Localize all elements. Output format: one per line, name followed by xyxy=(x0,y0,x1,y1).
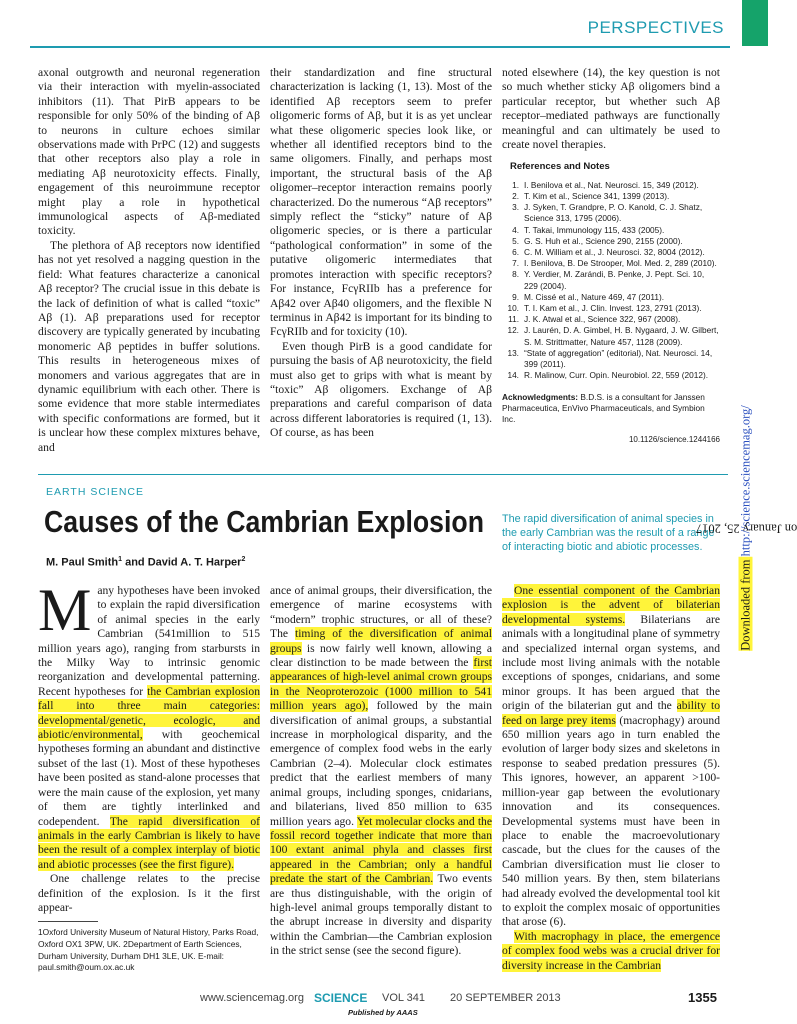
reference-number: 1. xyxy=(512,179,519,190)
doi: 10.1126/science.1244166 xyxy=(628,435,720,445)
footer-journal-name: SCIENCE xyxy=(314,991,368,1005)
reference-text: I. Benilova, B. De Strooper, Mol. Med. 2, 289 (2010). xyxy=(524,258,717,269)
notice-suffix: on January 25, 2017 xyxy=(695,521,797,536)
prev-article-column-1 xyxy=(38,66,260,455)
highlighted-text: ability to feed on large prey items xyxy=(502,699,720,727)
footer-date: 20 SEPTEMBER 2013 xyxy=(450,992,561,1004)
highlighted-text: The rapid diversification of animals in the early Cambrian is likely to have been the result of a complex interplay of biotic and abiotic processes (see the first figure). xyxy=(38,814,260,871)
reference-item xyxy=(502,370,720,381)
acknowledgments xyxy=(502,392,720,426)
highlighted-text: One essential component of the Cambrian explosion is the advent of bilaterian developmental systems. xyxy=(502,584,720,626)
footer-volume: VOL 341 xyxy=(382,992,426,1004)
reference-number: 6. xyxy=(512,247,519,258)
reference-text: T. I. Kam et al., J. Clin. Invest. 123, 2791 (2013). xyxy=(524,303,702,314)
paragraph: their standardization and fine structural characterization is lacking (1, 13). Most of the identified Aβ receptors seem to prefer oligomeric forms of Aβ, but it is as yet unclear what these oligomeric species look like, or whether all identified receptors bind to the same oligomers. Finally, and perhaps most important, the structural basis of the Aβ oligomer–receptor interaction remains poorly characterized. Do the numerous “Aβ receptors” simply reflect the “sticky” nature of Aβ oligomeric species, or is there a particular “pathological conformation” in some of the putative oligomeric intermediates that promotes interaction with specific receptors? For instance, FcγRIIb has a preference for Aβ42 over Aβ40 oligomers, and the flexible N terminus in Aβ42 is important for its binding to FcγRIIb and for toxicity (10). xyxy=(270,66,492,339)
header-rule xyxy=(30,46,730,48)
reference-text: G. S. Huh et al., Science 290, 2155 (2000). xyxy=(524,235,683,246)
highlighted-text: With macrophagy in place, the emergence of complex food webs was a crucial driver for diversity increase in the Cambrian xyxy=(502,929,720,972)
reference-number: 5. xyxy=(512,235,519,246)
author-name: M. Paul Smith xyxy=(46,556,119,569)
text-run: (macrophagy) around 650 million years ago in turn enabled the evolution of larger body sizes and skeletons in response to seabed predation pressures (5). This ignores, however, an apparent >100-million-year gap between the evolutionary innovation and its consequences. Developmental systems must have been in place to enable the macroevolutionary cascade, but the clues for the causes of the Cambrian diversification must lie closer to 540 million years. By then, stem bilaterians had already evolved the developmental tool kit to exploit the complex mosaic of opportunities that arose (6). xyxy=(502,713,720,929)
paragraph xyxy=(502,584,720,930)
affiliation-rule xyxy=(38,921,98,922)
article-column-2 xyxy=(270,584,492,959)
references-list xyxy=(502,180,720,382)
reference-number: 11. xyxy=(508,314,519,325)
reference-text: J. K. Atwal et al., Science 322, 967 (2008). xyxy=(524,314,681,325)
page-number: 1355 xyxy=(688,990,717,1005)
affiliation-marker: 1 xyxy=(118,556,123,563)
paragraph: Even though PirB is a good candidate for pursuing the basis of Aβ neurotoxicity, the field must also get to grips with what is meant by “toxic” Aβ oligomers. Exchange of Aβ preparations and careful comparison of data across different laboratories is required (1, 13). Of course, as has been xyxy=(270,339,492,440)
reference-text: R. Malinow, Curr. Opin. Neurobiol. 22, 559 (2012). xyxy=(524,370,709,381)
highlighted-text: the Cambrian explosion fall into three main categories: developmental/genetic, ecologic, and abiotic/environmental, xyxy=(38,684,260,742)
text-run: with geochemical hypotheses forming an abundant and distinctive subset of the last (1). Most of these hypotheses have been posited as stand-alone processes that were the main cause of the explosion, yet many of them are tightly interlinked and codependent. xyxy=(38,728,260,828)
text-run: followed by the main diversification of animal groups, a substantial increase in morphological disparity, and the emergence of complex food webs in the early Cambrian (2–4). Molecular clock estimates predict that the earliest members of many animal groups, including sponges, cnidarians, and bilaterians, lived 850 million to 635 million years ago. xyxy=(270,699,492,828)
reference-item xyxy=(502,314,720,325)
acknowledgments-label: Acknowledgments: xyxy=(502,391,579,402)
reference-item xyxy=(502,202,720,224)
reference-item xyxy=(502,292,720,303)
text-run: is now fairly well known, allowing a clear distinction to be made between the xyxy=(270,641,492,670)
download-notice xyxy=(695,318,797,738)
reference-item xyxy=(502,303,720,314)
footer-website: www.sciencemag.org xyxy=(200,992,304,1004)
prev-article-column-2 xyxy=(270,66,492,441)
affiliation-marker: 2 xyxy=(241,556,246,563)
reference-number: 9. xyxy=(512,291,519,302)
prev-article-column-3 xyxy=(502,66,720,448)
reference-item xyxy=(502,348,720,370)
drop-cap: M xyxy=(38,577,92,643)
reference-text: “State of aggregation” (editorial), Nat. Neurosci. 14, 399 (2011). xyxy=(524,347,713,370)
download-notice-text xyxy=(695,405,797,651)
paragraph xyxy=(270,584,492,959)
paragraph xyxy=(502,930,720,973)
paragraph xyxy=(38,577,260,872)
paragraph: axonal outgrowth and neuronal regeneration via their interaction with myelin-associated inhibitors (11). That PirB appears to be responsible for only 50% of the binding of Aβ to neurons in culture echoes similar observations made with PrPC (12) and suggests that other receptors also play a role in mediating Aβ neurotoxicity effects. Finally, engagement of this neuroimmune receptor might play a role in hypothetical immunological aspects of Aβ-mediated toxicity. xyxy=(38,66,260,238)
reference-text: I. Benilova et al., Nat. Neurosci. 15, 349 (2012). xyxy=(524,179,699,190)
highlighted-text: timing of the diversification of animal groups xyxy=(270,627,492,655)
reference-number: 8. xyxy=(512,269,519,280)
reference-text: M. Cissé et al., Nature 469, 47 (2011). xyxy=(524,291,665,302)
reference-number: 13. xyxy=(507,347,519,358)
text-run: Bilaterians are animals with a longitudinal plane of symmetry and specialized internal organ systems, and include most living animals with the notable exceptions of sponges, cnidarians, and some minor groups. It has been argued that the origin of the bilaterian gut and the xyxy=(502,612,720,713)
acknowledgments-text: B.D.S. is a consultant for Janssen Pharmaceutica, EnVivo Pharmaceuticals, and Symbion Inc. xyxy=(502,391,705,424)
reference-text: J. Laurén, D. A. Gimbel, H. B. Nygaard, J. W. Gilbert, S. M. Strittmatter, Nature 457, 1128 (2009). xyxy=(524,325,719,347)
reference-number: 4. xyxy=(512,224,519,235)
text-run: ance of animal groups, their diversification, the emergence of marine ecosystems with “modern” trophic structures, or all of these? The xyxy=(270,584,492,641)
reference-number: 12. xyxy=(507,325,519,336)
reference-item xyxy=(502,325,720,347)
article-standfirst: The rapid diversification of animal species in the early Cambrian was the result of a range of interacting biotic and abiotic processes. xyxy=(502,513,715,553)
reference-item xyxy=(502,236,720,247)
reference-text: T. Kim et al., Science 341, 1399 (2013). xyxy=(524,191,670,202)
paragraph: The plethora of Aβ receptors now identified has not yet resolved a nagging question in the field: What features characterize a canonical Aβ receptor? The crucial issue in this debate is the lack of definition of what is called “toxic” Aβ (1). Aβ preparations used for receptor discovery are typically generated by incubating monomeric Aβ peptides in buffer solutions. This results in heterogeneous mixes of monomers and various aggregates that are in dynamic equilibrium with each other. There is some evidence that more stable intermediates with specific conformations are formed, but it is unclear how these complex mixtures behave, and xyxy=(38,238,260,454)
author-name: and David A. T. Harper xyxy=(122,556,242,569)
reference-text: T. Takai, Immunology 115, 433 (2005). xyxy=(524,224,665,235)
reference-text: J. Syken, T. Grandpre, P. O. Kanold, C. J. Shatz, Science 313, 1795 (2006). xyxy=(524,202,703,224)
article-column-3 xyxy=(502,584,720,973)
page-footer xyxy=(0,992,768,1022)
section-header: PERSPECTIVES xyxy=(587,18,724,37)
reference-item xyxy=(502,258,720,269)
author-affiliations: 1Oxford University Museum of Natural History, Parks Road, Oxford OX1 3PW, UK. 2Department of Earth Sciences, Durham University, Durham DH1 3LE, UK. E-mail: paul.smith@oum.ox.ac.uk xyxy=(38,927,259,973)
reference-text: C. M. William et al., J. Neurosci. 32, 8004 (2012). xyxy=(524,247,705,258)
section-divider xyxy=(38,474,728,475)
article-title: Causes of the Cambrian Explosion xyxy=(44,504,484,539)
article-section-label: EARTH SCIENCE xyxy=(46,486,144,498)
references-heading: References and Notes xyxy=(510,161,610,173)
reference-number: 3. xyxy=(512,202,519,213)
reference-number: 14. xyxy=(507,370,519,381)
article-column-1 xyxy=(38,577,260,974)
article-authors xyxy=(46,556,245,569)
reference-number: 10. xyxy=(507,303,519,314)
reference-item xyxy=(502,180,720,191)
paragraph: One challenge relates to the precise definition of the explosion. Is it the first appear- xyxy=(38,872,260,914)
text-run: Two events are thus distinguishable, with the origin of high-level animal groups temporally distant to the abrupt increase in diversity and disparity within the Cambrian—the Cambrian explosion in the strict sense (see the second figure). xyxy=(270,872,492,958)
reference-number: 2. xyxy=(512,191,519,202)
highlighted-text: Yet molecular clocks and the fossil record together indicate that more than 100 extant animal phyla and classes first appeared in the Cambrian; only a handful predate the start of the Cambrian. xyxy=(270,814,492,886)
reference-item xyxy=(502,247,720,258)
highlighted-text: first appearances of high-level animal crown groups in the Neoproterozoic (1000 million to 541 million years ago), xyxy=(270,656,492,713)
paragraph: noted elsewhere (14), the key question is not so much whether sticky Aβ oligomers bind a particular receptor, but whether such Aβ receptor–mediated pathways are functionally meaningful and can ultimately be used to create novel therapies. xyxy=(502,66,720,152)
reference-item xyxy=(502,191,720,202)
reference-item xyxy=(502,225,720,236)
footer-publisher: Published by AAAS xyxy=(348,1008,418,1017)
source-link[interactable]: http://science.sciencemag.org/ xyxy=(738,405,753,557)
text-run: any hypotheses have been invoked to explain the rapid diversification of animal species in the early Cambrian (541million to 515 million years ago), ranging from starbursts in the Milky Way to intrinsic genomic reorganization and developmental patterning. Recent hypotheses for xyxy=(38,584,260,698)
reference-number: 7. xyxy=(512,258,519,269)
reference-text: Y. Verdier, M. Zarándi, B. Penke, J. Pept. Sci. 10, 229 (2004). xyxy=(524,269,705,291)
section-tab-marker xyxy=(742,0,768,46)
notice-prefix: Downloaded from xyxy=(738,556,753,651)
reference-item xyxy=(502,269,720,291)
